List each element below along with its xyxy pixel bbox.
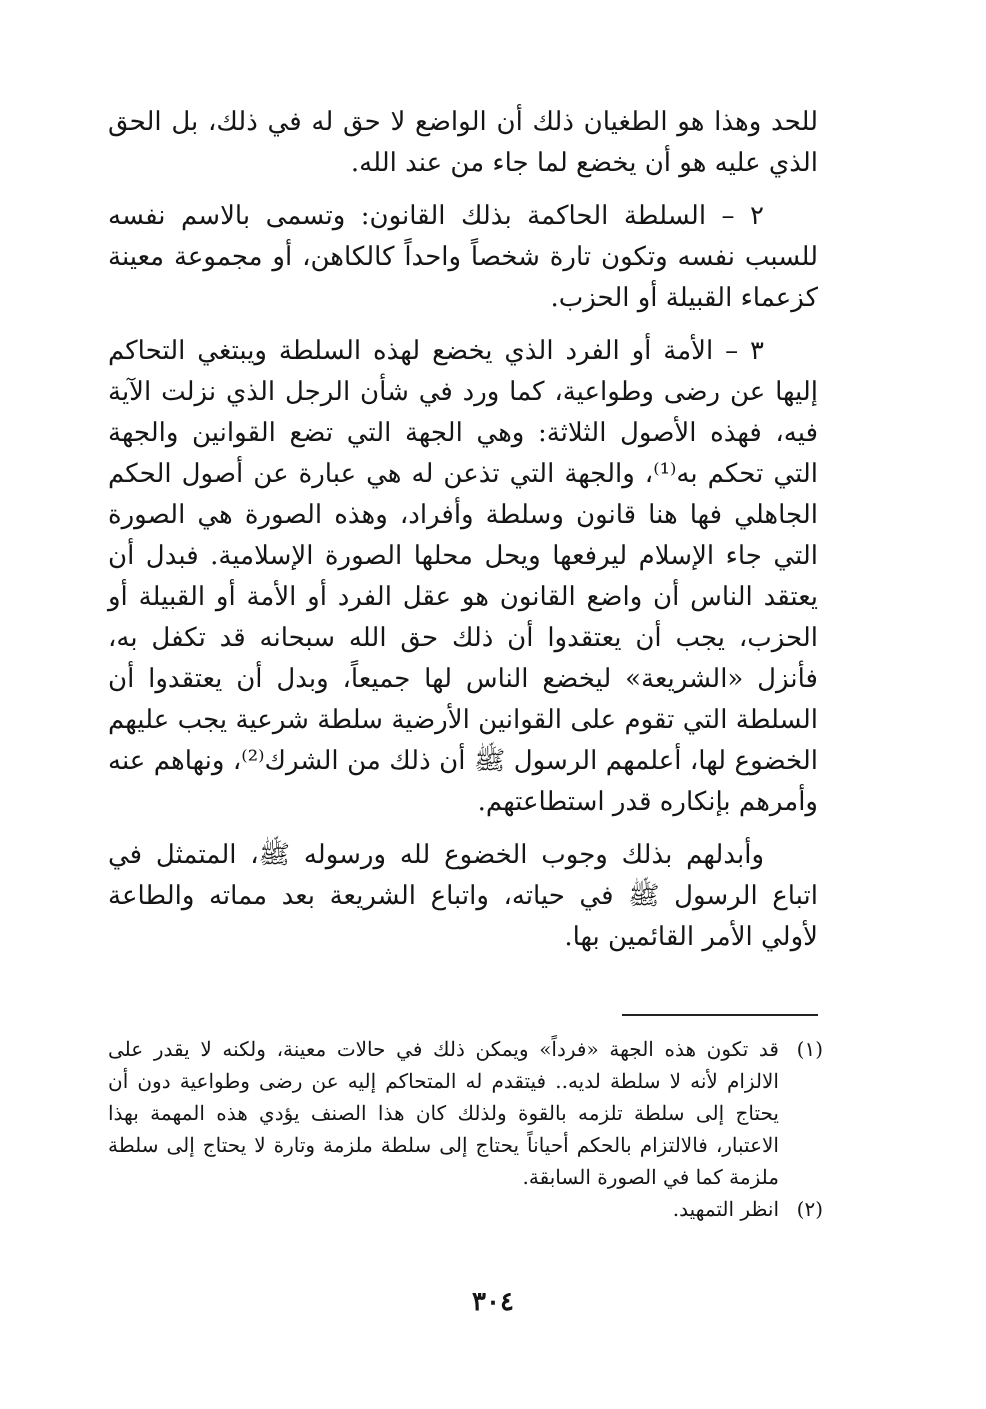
paragraph-1: للحد وهذا هو الطغيان ذلك أن الواضع لا حق له في ذلك، بل الحق الذي عليه هو أن يخضع لما جاء من عند الله. bbox=[108, 107, 818, 178]
footnotes bbox=[108, 1033, 823, 1225]
footnote-2-marker: (٢) bbox=[796, 1197, 823, 1221]
paragraph-3: ٣ – الأمة أو الفرد الذي يخضع لهذه السلطة ويبتغي التحاكم إليها عن رضى وطواعية، كما ورد في شأن الرجل الذي نزلت الآية فيه، فهذه الأصول الثلاثة: وهي الجهة التي تضع القوانين والجهة التي تحكم به⁽¹⁾، والجهة التي تذعن له هي عبارة عن أصول الحكم الجاهلي فها هنا قانون وسلطة وأفراد، وهذه الصورة هي الصورة التي جاء الإسلام ليرفعها ويحل محلها الصورة الإسلامية. فبدل أن يعتقد الناس أن واضع القانون هو عقل الفرد أو الأمة أو القبيلة أو الحزب، يجب أن يعتقدوا أن ذلك حق الله سبحانه قد تكفل به، فأنزل «الشريعة» ليخضع الناس لها جميعاً، وبدل أن يعتقدوا أن السلطة التي تقوم على القوانين الأرضية سلطة شرعية يجب عليهم الخضوع لها، أعلمهم الرسول ﷺ أن ذلك من الشرك⁽²⁾، ونهاهم عنه وأمرهم بإنكاره قدر استطاعتهم. bbox=[108, 336, 819, 817]
footnote-separator bbox=[622, 1014, 818, 1016]
footnote-2 bbox=[108, 1193, 823, 1225]
footnote-1-marker: (١) bbox=[796, 1037, 823, 1061]
main-text bbox=[108, 102, 818, 958]
footnote-1 bbox=[108, 1033, 823, 1193]
paragraph-2: ٢ – السلطة الحاكمة بذلك القانون: وتسمى بالاسم نفسه للسبب نفسه وتكون تارة شخصاً واحداً كالكاهن، أو مجموعة معينة كزعماء القبيلة أو الحزب. bbox=[108, 201, 818, 313]
paragraph-4: وأبدلهم بذلك وجوب الخضوع لله ورسوله ﷺ، المتمثل في اتباع الرسول ﷺ في حياته، واتباع الشريعة بعد مماته والطاعة لأولي الأمر القائمين بها. bbox=[108, 840, 818, 952]
footnote-1-text: قد تكون هذه الجهة «فرداً» ويمكن ذلك في حالات معينة، ولكنه لا يقدر على الالزام لأنه لا سلطة لديه.. فيتقدم له المتحاكم إليه عن رضى وطواعية دون أن يحتاج إلى سلطة تلزمه بالقوة ولذلك كان هذا الصنف يؤدي هذه المهمة بهذا الاعتبار، فالالتزام بالحكم أحياناً يحتاج إلى سلطة ملزمة وتارة لا يحتاج إلى سلطة ملزمة كما في الصورة السابقة. bbox=[108, 1037, 779, 1189]
page-number: ٣٠٤ bbox=[472, 1287, 514, 1317]
footnote-2-text: انظر التمهيد. bbox=[672, 1197, 779, 1221]
